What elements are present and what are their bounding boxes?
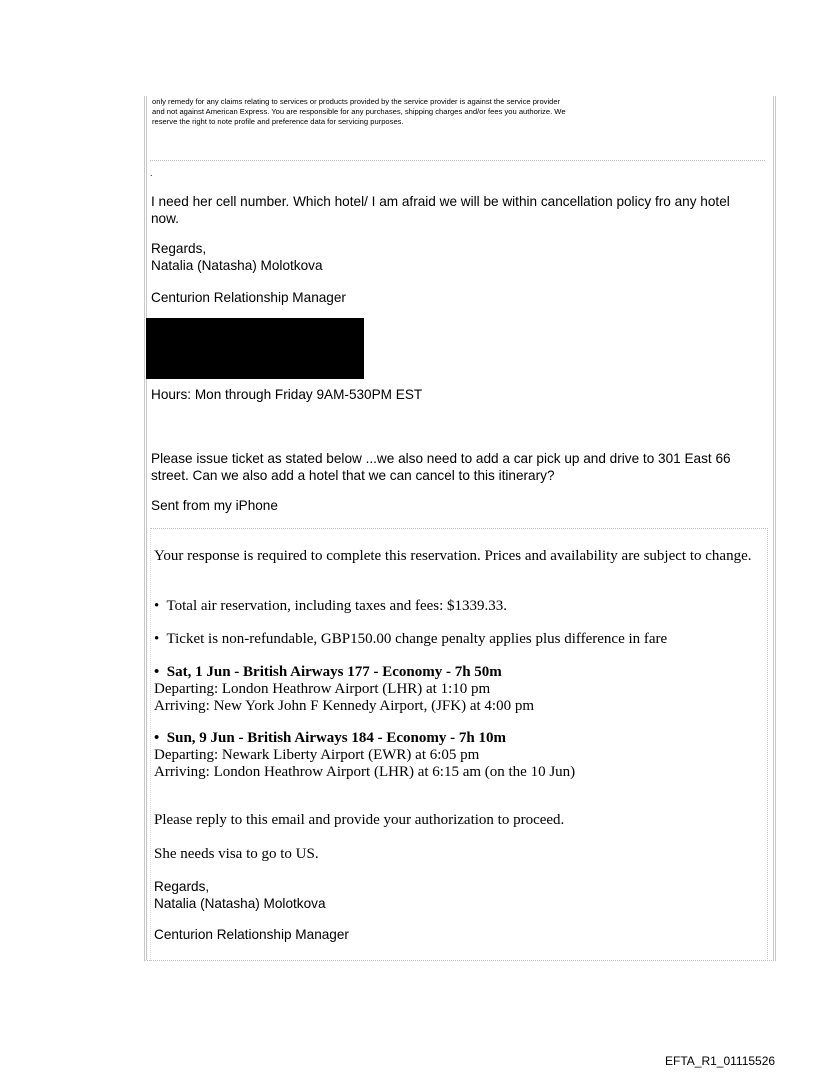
flight-title-text: Sat, 1 Jun - British Airways 177 - Economy - 7h 50m <box>166 664 502 680</box>
flight-title <box>154 730 575 747</box>
sender-name: Natalia (Natasha) Molotkova <box>151 258 323 273</box>
bullet: • <box>154 598 160 614</box>
sender-name: Natalia (Natasha) Molotkova <box>154 896 326 911</box>
list-item <box>154 631 667 648</box>
total-price-text: Total air reservation, including taxes and fees: $1339.33. <box>166 598 508 614</box>
stray-dot: . <box>150 168 153 178</box>
sender-title: Centurion Relationship Manager <box>151 290 346 305</box>
bullet: • <box>154 631 160 647</box>
bullet: • <box>154 730 160 746</box>
redaction-block <box>146 318 364 379</box>
signature-block <box>154 878 326 912</box>
bullet: • <box>154 664 160 680</box>
refund-policy-text: Ticket is non-refundable, GBP150.00 change penalty applies plus difference in fare <box>166 631 668 647</box>
flight-arrival: Arriving: New York John F Kennedy Airport, (JFK) at 4:00 pm <box>154 698 534 714</box>
reply-request: Please reply to this email and provide your authorization to proceed. <box>154 812 565 828</box>
flight-title-text: Sun, 9 Jun - British Airways 184 - Economy - 7h 10m <box>166 730 506 746</box>
email-body: I need her cell number. Which hotel/ I am afraid we will be within cancellation policy fro any hotel now. <box>151 194 730 226</box>
office-hours: Hours: Mon through Friday 9AM-530PM EST <box>151 387 423 402</box>
flight-title <box>154 664 534 681</box>
email-body: Please issue ticket as stated below ...we also need to add a car pick up and drive to 301 East 66 street. Can we also add a hotel that we can cancel to this itinerary? <box>151 451 731 483</box>
flight-outbound <box>154 664 534 715</box>
signature-block <box>151 240 323 274</box>
regards-text: Regards, <box>154 879 210 894</box>
regards-text: Regards, <box>151 241 207 256</box>
visa-note: She needs visa to go to US. <box>154 846 319 862</box>
legal-line: and not against American Express. You are responsible for any purchases, shipping charges and/or fees you authorize. We <box>152 107 566 116</box>
sender-title: Centurion Relationship Manager <box>154 927 349 942</box>
legal-line: reserve the right to note profile and preference data for servicing purposes. <box>152 117 404 126</box>
document-id: EFTA_R1_01115526 <box>665 1054 776 1068</box>
legal-line: only remedy for any claims relating to services or products provided by the service provider is against the service provider <box>152 97 561 106</box>
flight-departure: Departing: London Heathrow Airport (LHR) at 1:10 pm <box>154 681 491 697</box>
flight-departure: Departing: Newark Liberty Airport (EWR) at 6:05 pm <box>154 747 480 763</box>
mobile-signature: Sent from my iPhone <box>151 498 278 513</box>
flight-return <box>154 730 575 781</box>
legal-disclaimer <box>152 97 732 127</box>
flight-arrival: Arriving: London Heathrow Airport (LHR) at 6:15 am (on the 10 Jun) <box>154 764 576 780</box>
reservation-intro: Your response is required to complete this reservation. Prices and availability are subject to change. <box>154 548 752 564</box>
list-item <box>154 598 507 615</box>
separator <box>150 160 765 161</box>
